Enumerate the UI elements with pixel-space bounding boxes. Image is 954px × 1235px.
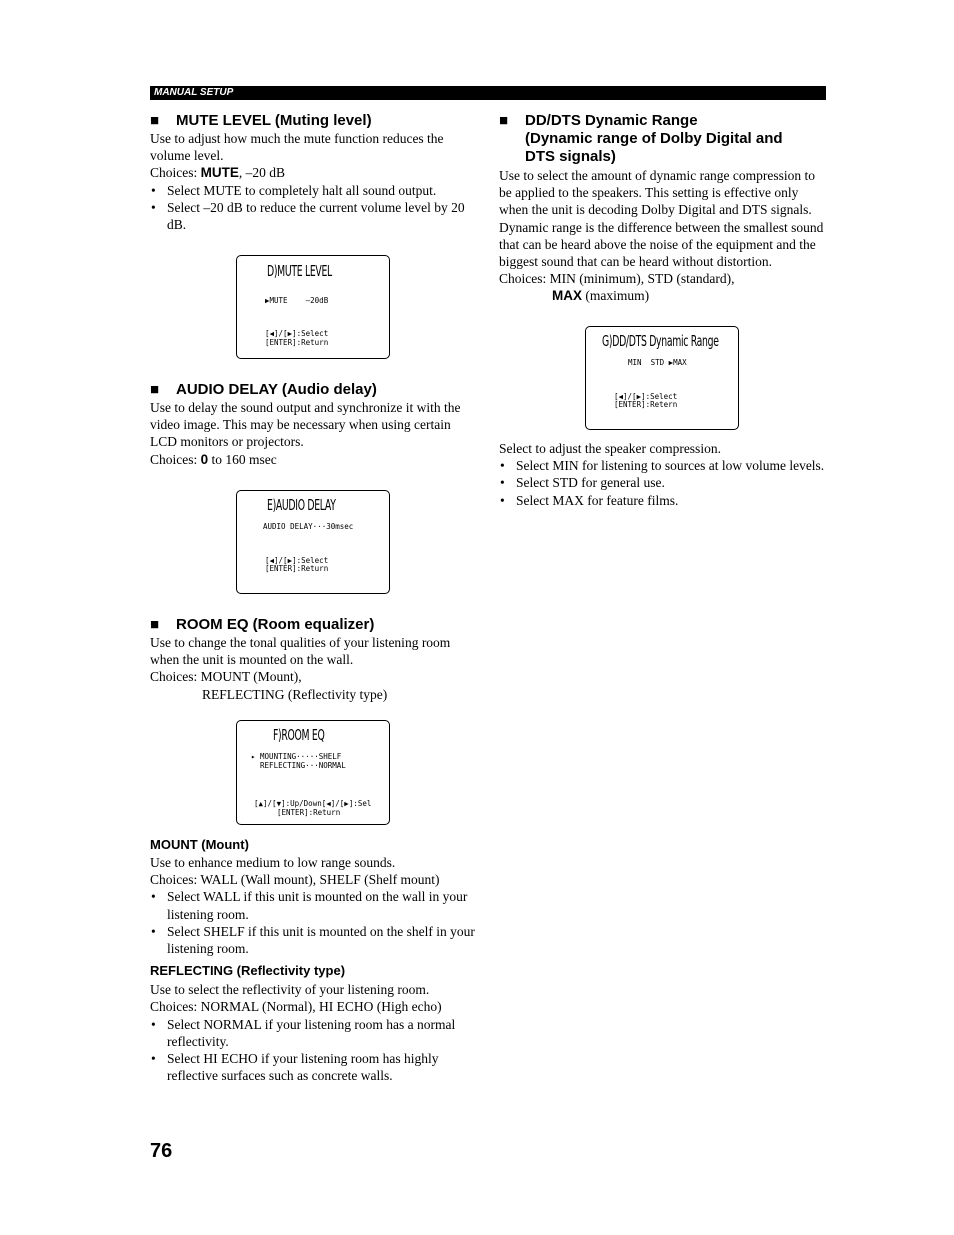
osd-nav-select: [▲]/[▼]:Up/Down[◀]/[▶]:Sel — [254, 799, 372, 808]
list-item: • Select SHELF if this unit is mounted on the shelf in your listening room. — [150, 923, 478, 957]
dts-after-section — [499, 440, 827, 509]
list-item: • Select MIN for listening to sources at low volume levels. — [499, 457, 827, 474]
osd-title: F)ROOM EQ — [273, 726, 325, 744]
audio-delay-choices: Choices: 0 to 160 msec — [150, 451, 277, 467]
list-item: • Select STD for general use. — [499, 474, 827, 491]
mute-bullets — [150, 182, 478, 234]
osd-title: G)DD/DTS Dynamic Range — [602, 332, 719, 350]
room-eq-osd-screen — [236, 720, 390, 825]
list-item: • Select WALL if this unit is mounted on the wall in your listening room. — [150, 888, 478, 922]
reflecting-bullets — [150, 1016, 478, 1085]
dts-heading-3: DTS signals) — [525, 148, 616, 165]
page-number: 76 — [150, 1140, 173, 1162]
osd-nav-return: [ENTER]:Return — [265, 338, 329, 347]
mount-choices: Choices: WALL (Wall mount), SHELF (Shelf mount) — [150, 872, 440, 888]
mute-osd-screen — [236, 255, 390, 359]
dts-after-text: Select to adjust the speaker compression. — [499, 441, 721, 456]
mute-choices: Choices: MUTE, –20 dB — [150, 165, 286, 181]
osd-nav-return: [ENTER]:Return — [277, 808, 341, 817]
reflecting-heading: REFLECTING (Reflectivity type) — [150, 963, 346, 979]
osd-nav-select: [◀]/[▶]:Select — [265, 329, 329, 338]
mount-description: Use to enhance medium to low range sounds. — [150, 855, 396, 870]
audio-delay-description: Use to delay the sound output and synchronize it with the video image. This may be necessary when using certain LCD monitors or projectors. — [150, 400, 461, 450]
osd-line: MIN STD ▶MAX — [628, 358, 687, 367]
section-header-label: MANUAL SETUP — [154, 87, 234, 98]
room-eq-description: Use to change the tonal qualities of your listening room when the unit is mounted on the wall. — [150, 635, 451, 668]
list-item: • Select NORMAL if your listening room has a normal reflectivity. — [150, 1016, 478, 1050]
list-item: • Select HI ECHO if your listening room has highly reflective surfaces such as concrete walls. — [150, 1050, 478, 1084]
osd-nav-select: [◀]/[▶]:Select — [614, 392, 678, 401]
dts-osd-screen — [585, 326, 739, 430]
room-eq-choices-2: REFLECTING (Reflectivity type) — [202, 686, 388, 702]
list-item: • Select –20 dB to reduce the current volume level by 20 dB. — [150, 199, 478, 233]
dts-heading-2: (Dynamic range of Dolby Digital and — [525, 130, 783, 147]
right-column — [499, 112, 827, 305]
list-item: • Select MUTE to completely halt all sound output. — [150, 182, 478, 199]
osd-nav-select: [◀]/[▶]:Select — [265, 556, 329, 565]
left-column — [150, 112, 478, 233]
audio-delay-heading: ■ AUDIO DELAY (Audio delay) — [150, 381, 377, 398]
reflecting-choices: Choices: NORMAL (Normal), HI ECHO (High echo) — [150, 999, 442, 1015]
mute-description: Use to adjust how much the mute function reduces the volume level. — [150, 131, 444, 164]
dts-choices-2: MAX (maximum) — [552, 288, 650, 304]
reflecting-description: Use to select the reflectivity of your listening room. — [150, 982, 430, 998]
room-eq-heading: ■ ROOM EQ (Room equalizer) — [150, 616, 375, 633]
mount-bullets — [150, 888, 478, 957]
osd-line: AUDIO DELAY···30msec — [263, 522, 354, 531]
osd-title: E)AUDIO DELAY — [267, 496, 336, 514]
list-item: • Select MAX for feature films. — [499, 492, 827, 509]
room-eq-choices: Choices: MOUNT (Mount), — [150, 669, 302, 685]
osd-line: ▸ MOUNTING·····SHELF — [251, 752, 342, 761]
osd-line: REFLECTING···NORMAL — [251, 761, 346, 770]
audio-delay-section — [150, 381, 478, 468]
dts-choices: Choices: MIN (minimum), STD (standard), — [499, 271, 735, 287]
dts-bullets — [499, 457, 827, 509]
osd-nav-return: [ENTER]:Retern — [614, 400, 678, 409]
room-eq-section — [150, 616, 478, 703]
osd-line: ▶MUTE –20dB — [265, 296, 329, 305]
mount-heading: MOUNT (Mount) — [150, 837, 249, 852]
mute-heading: ■ MUTE LEVEL (Muting level) — [150, 112, 372, 129]
section-header-bar — [150, 86, 826, 100]
dts-heading: ■ DD/DTS Dynamic Range — [499, 112, 698, 129]
osd-nav-return: [ENTER]:Return — [265, 564, 329, 573]
audio-delay-osd-screen — [236, 490, 390, 594]
dts-description: Use to select the amount of dynamic range compression to be applied to the speakers. This setting is effective only when the unit is decoding Dolby Digital and DTS signals. Dynamic range is the difference between the smallest sound that can be heard above the noise of the equipment and the biggest sound that can be heard without distortion. — [499, 168, 824, 270]
mount-section — [150, 836, 478, 1084]
osd-title: D)MUTE LEVEL — [267, 262, 332, 280]
